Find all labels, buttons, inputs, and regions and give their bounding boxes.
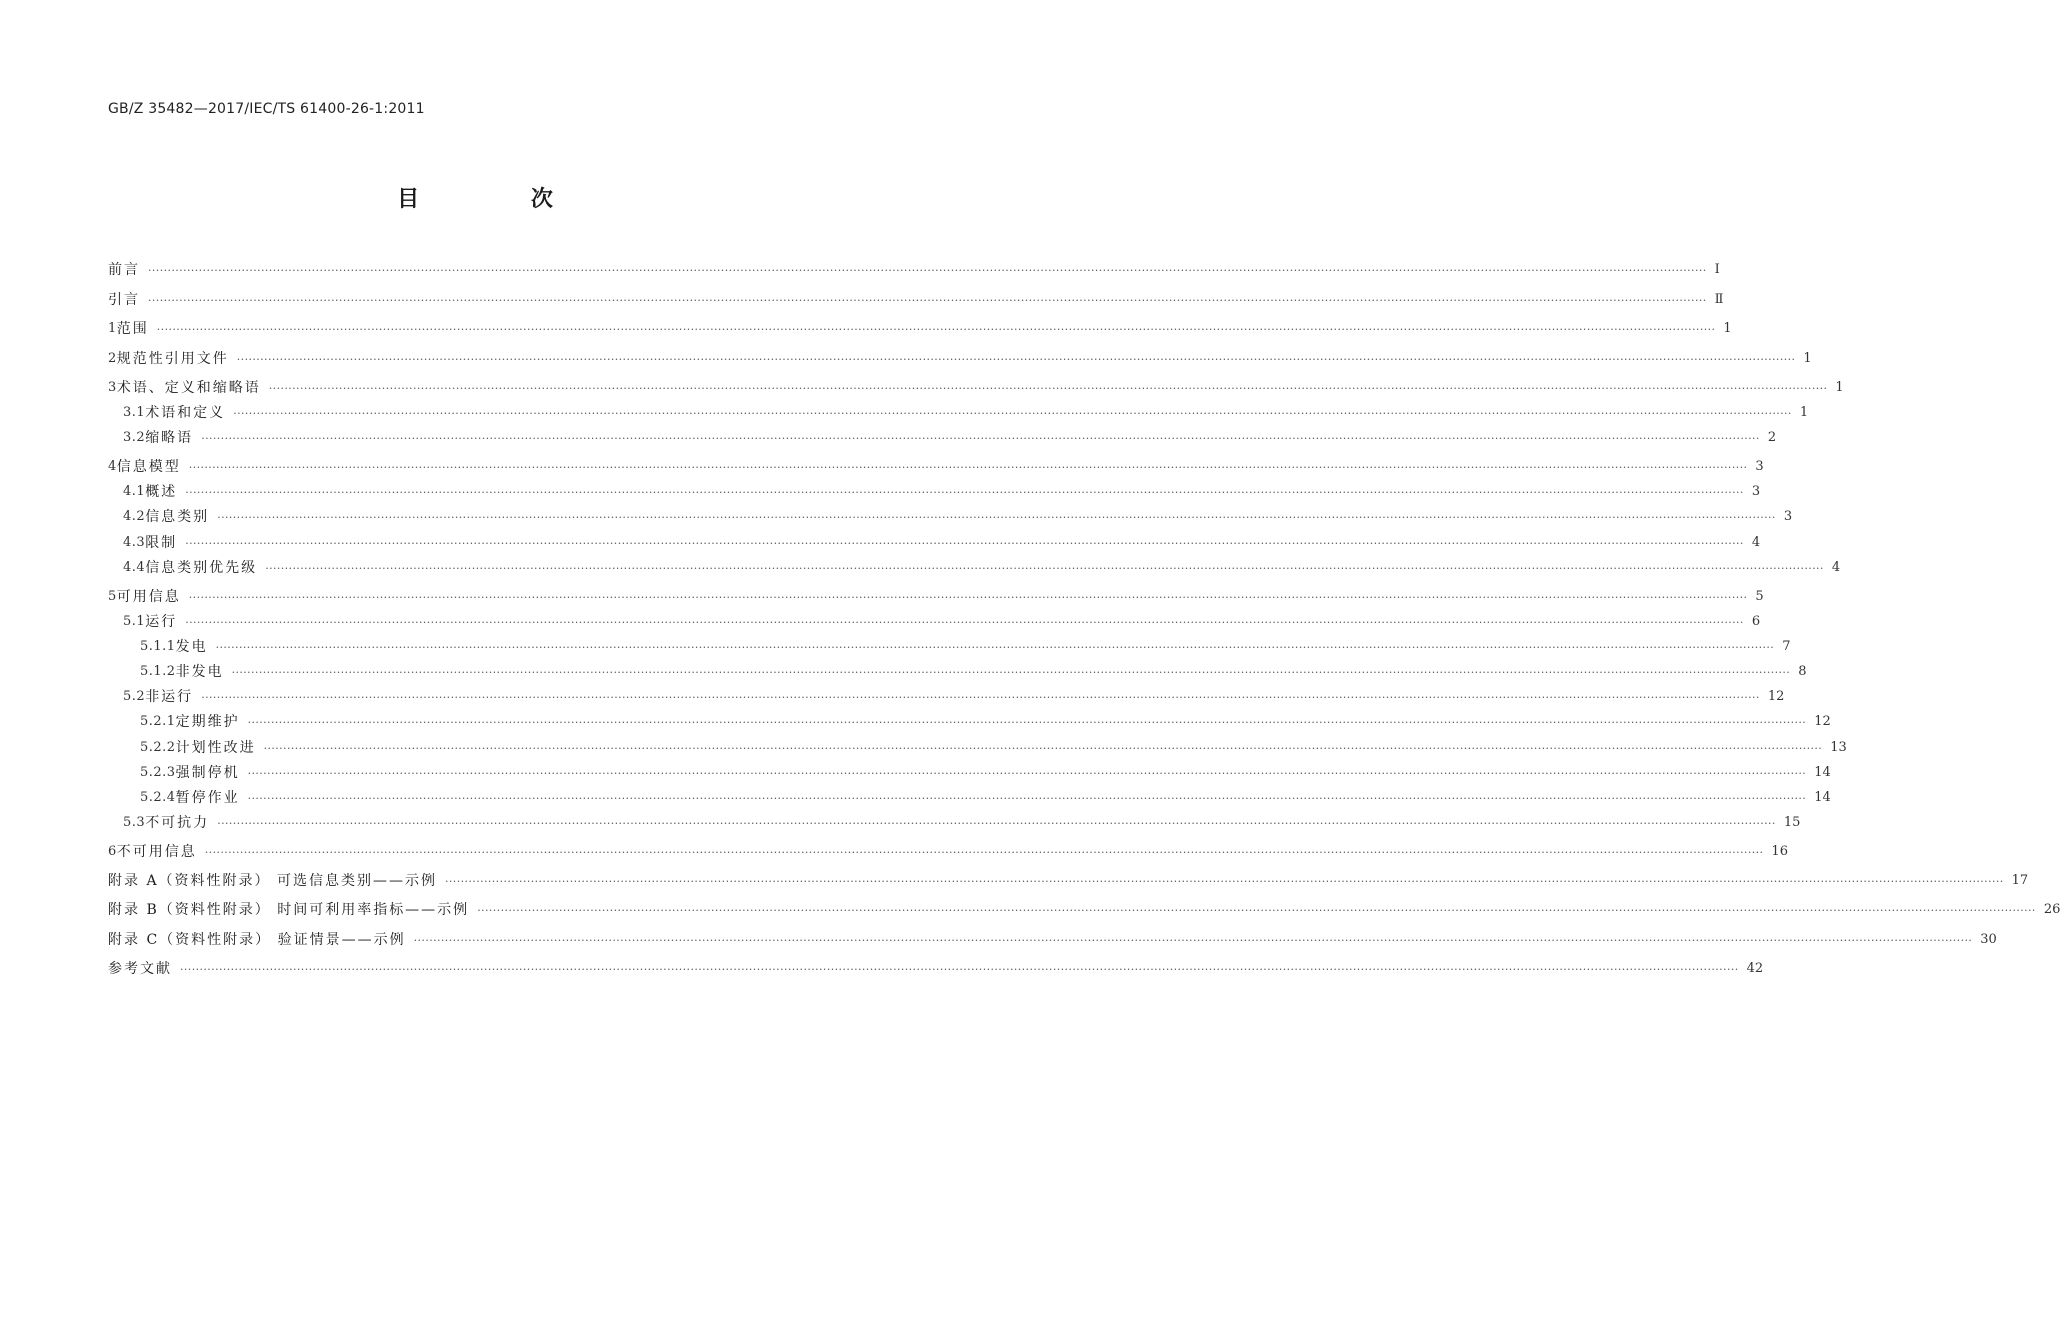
toc-entry[interactable] bbox=[123, 402, 1809, 424]
toc-entry-title: 运行 bbox=[145, 614, 178, 630]
toc-dot-leader: ················································································································································································································································································································································································································ bbox=[185, 616, 1744, 629]
toc-entry-page-number: 1 bbox=[1835, 380, 1844, 395]
toc-entry-title: 信息类别优先级 bbox=[145, 560, 258, 576]
toc-entry-number: 5.2 bbox=[123, 689, 146, 704]
toc-entry-page-number: 42 bbox=[1746, 961, 1764, 976]
toc-entry-number: 5.3 bbox=[123, 815, 146, 830]
toc-entry-title: 附录 C（资料性附录） 验证情景——示例 bbox=[108, 932, 406, 948]
toc-entry-title: 缩略语 bbox=[145, 430, 194, 446]
toc-entry[interactable] bbox=[123, 481, 1761, 503]
standard-code-header: GB/Z 35482—2017/IEC/TS 61400-26-1:2011 bbox=[108, 101, 425, 117]
toc-entry[interactable] bbox=[123, 506, 1793, 528]
toc-entry[interactable] bbox=[108, 899, 2060, 921]
toc-entry-number: 4.4 bbox=[123, 560, 146, 575]
toc-entry[interactable] bbox=[140, 711, 1831, 733]
toc-entry-title: 非运行 bbox=[145, 689, 194, 705]
toc-entry-number: 5.2.2 bbox=[140, 740, 176, 755]
toc-entry-title: 限制 bbox=[145, 535, 178, 551]
toc-entry-title: 计划性改进 bbox=[175, 740, 256, 756]
toc-entry-page-number: 8 bbox=[1798, 664, 1807, 679]
toc-entry-title: 引言 bbox=[108, 292, 140, 308]
toc-entry-title: 附录 A（资料性附录） 可选信息类别——示例 bbox=[108, 873, 438, 889]
toc-dot-leader: ················································································································································································································································································································································································································ bbox=[477, 904, 2036, 917]
toc-entry-title: 信息类别 bbox=[145, 509, 210, 525]
toc-dot-leader: ················································································································································································································································································································································································································ bbox=[217, 511, 1776, 524]
toc-entry-number: 6 bbox=[108, 844, 117, 859]
toc-entry-page-number: 1 bbox=[1799, 405, 1809, 420]
toc-dot-leader: ················································································································································································································································································································································································································ bbox=[247, 716, 1807, 729]
toc-dot-leader: ················································································································································································································································································································································································································ bbox=[247, 792, 1807, 805]
toc-entry-page-number: 12 bbox=[1767, 689, 1785, 704]
toc-entry-title: 不可抗力 bbox=[145, 815, 210, 831]
toc-entry[interactable] bbox=[140, 762, 1831, 784]
toc-entry-page-number: 14 bbox=[1814, 790, 1831, 805]
toc-entry-page-number: 7 bbox=[1782, 639, 1791, 654]
toc-entry-number: 2 bbox=[108, 351, 117, 366]
toc-entry-title: 不可用信息 bbox=[116, 844, 197, 860]
toc-dot-leader: ················································································································································································································································································································································································································ bbox=[148, 294, 1707, 307]
toc-entry-number: 5.1.2 bbox=[140, 664, 176, 679]
toc-entry-page-number: 17 bbox=[2011, 873, 2029, 888]
toc-dot-leader: ················································································································································································································································································································································································································ bbox=[180, 963, 1739, 976]
toc-entry-title: 前言 bbox=[108, 262, 140, 278]
toc-entry-number: 4 bbox=[108, 459, 117, 474]
toc-entry-page-number: 13 bbox=[1830, 740, 1847, 755]
toc-dot-leader: ················································································································································································································································································································································································································ bbox=[188, 461, 1748, 474]
toc-dot-leader: ················································································································································································································································································································································································································ bbox=[148, 264, 1707, 277]
toc-dot-leader: ················································································································································································································································································································································································································ bbox=[188, 591, 1748, 604]
toc-entry[interactable] bbox=[140, 737, 1847, 759]
toc-entry-title: 范围 bbox=[116, 321, 149, 337]
toc-dot-leader: ················································································································································································································································································································································································································ bbox=[201, 432, 1760, 445]
toc-entry[interactable] bbox=[140, 661, 1807, 683]
toc-entry-title: 定期维护 bbox=[175, 714, 240, 730]
toc-entry-page-number: 30 bbox=[1980, 932, 1997, 947]
toc-dot-leader: ················································································································································································································································································································································································································ bbox=[215, 641, 1775, 654]
toc-entry-number: 5.2.4 bbox=[140, 790, 176, 805]
toc-entry-title: 发电 bbox=[175, 639, 208, 655]
toc-entry-page-number: Ⅰ bbox=[1714, 262, 1720, 277]
toc-entry[interactable] bbox=[108, 586, 1764, 608]
toc-entry-title: 暂停作业 bbox=[175, 790, 240, 806]
toc-entry-page-number: Ⅱ bbox=[1714, 292, 1724, 307]
toc-entry-page-number: 14 bbox=[1814, 765, 1831, 780]
toc-entry-page-number: 4 bbox=[1831, 560, 1841, 575]
toc-entry-page-number: 26 bbox=[2043, 902, 2060, 917]
toc-entry[interactable] bbox=[108, 259, 1720, 281]
toc-entry[interactable] bbox=[123, 427, 1777, 449]
toc-entry-page-number: 5 bbox=[1755, 589, 1764, 604]
toc-dot-leader: ················································································································································································································································································································································································································ bbox=[185, 537, 1744, 550]
toc-dot-leader: ················································································································································································································································································································································································································ bbox=[185, 486, 1744, 499]
toc-entry[interactable] bbox=[108, 870, 2029, 892]
toc-dot-leader: ················································································································································································································································································································································································································ bbox=[268, 382, 1828, 395]
toc-entry[interactable] bbox=[108, 318, 1732, 340]
toc-entry-page-number: 1 bbox=[1803, 351, 1812, 366]
toc-entry-page-number: 3 bbox=[1751, 484, 1761, 499]
page-title: 目 次 bbox=[397, 187, 605, 212]
toc-dot-leader: ················································································································································································································································································································································································································ bbox=[233, 407, 1792, 420]
toc-entry-number: 4.1 bbox=[123, 484, 146, 499]
toc-dot-leader: ················································································································································································································································································································································································································ bbox=[204, 846, 1764, 859]
toc-entry[interactable] bbox=[108, 929, 1997, 951]
toc-entry-title: 可用信息 bbox=[116, 589, 181, 605]
toc-entry-title: 术语、定义和缩略语 bbox=[116, 380, 261, 396]
toc-entry-title: 概述 bbox=[145, 484, 178, 500]
toc-dot-leader: ················································································································································································································································································································································································································ bbox=[265, 562, 1824, 575]
toc-entry-page-number: 15 bbox=[1783, 815, 1801, 830]
toc-entry-title: 信息模型 bbox=[116, 459, 181, 475]
toc-entry-page-number: 4 bbox=[1751, 535, 1761, 550]
toc-dot-leader: ················································································································································································································································································································································································································ bbox=[231, 666, 1791, 679]
toc-entry-number: 5.1.1 bbox=[140, 639, 176, 654]
toc-entry-number: 5 bbox=[108, 589, 117, 604]
toc-entry[interactable] bbox=[123, 812, 1801, 834]
toc-entry[interactable] bbox=[140, 636, 1791, 658]
toc-entry-page-number: 3 bbox=[1755, 459, 1764, 474]
toc-dot-leader: ················································································································································································································································································································································································································ bbox=[236, 353, 1796, 366]
toc-entry[interactable] bbox=[108, 377, 1844, 399]
toc-entry[interactable] bbox=[123, 611, 1761, 633]
toc-dot-leader: ················································································································································································································································································································································································································ bbox=[413, 934, 1973, 947]
toc-entry-title: 术语和定义 bbox=[145, 405, 226, 421]
toc-dot-leader: ················································································································································································································································································································································································································ bbox=[247, 767, 1807, 780]
toc-entry-number: 4.3 bbox=[123, 535, 146, 550]
toc-entry-page-number: 3 bbox=[1783, 509, 1793, 524]
toc-entry-number: 1 bbox=[108, 321, 117, 336]
toc-entry[interactable] bbox=[108, 289, 1724, 311]
toc-entry[interactable] bbox=[108, 456, 1764, 478]
toc-entry-number: 4.2 bbox=[123, 509, 146, 524]
toc-entry[interactable] bbox=[108, 348, 1812, 370]
toc-entry-number: 5.2.3 bbox=[140, 765, 176, 780]
toc-entry-number: 3.1 bbox=[123, 405, 146, 420]
toc-entry-title: 强制停机 bbox=[175, 765, 240, 781]
toc-entry[interactable] bbox=[140, 787, 1831, 809]
toc-entry-title: 规范性引用文件 bbox=[116, 351, 229, 367]
toc-dot-leader: ················································································································································································································································································································································································································ bbox=[217, 817, 1776, 830]
toc-entry-number: 5.2.1 bbox=[140, 714, 176, 729]
toc-dot-leader: ················································································································································································································································································································································································································ bbox=[263, 742, 1823, 755]
toc-entry-page-number: 12 bbox=[1814, 714, 1831, 729]
toc-dot-leader: ················································································································································································································································································································································································································ bbox=[156, 323, 1716, 336]
toc-entry-page-number: 1 bbox=[1723, 321, 1732, 336]
toc-entry-page-number: 6 bbox=[1751, 614, 1761, 629]
toc-entry[interactable] bbox=[108, 958, 1764, 980]
toc-entry-title: 参考文献 bbox=[108, 961, 172, 977]
toc-entry-page-number: 2 bbox=[1767, 430, 1777, 445]
toc-entry-title: 附录 B（资料性附录） 时间可利用率指标——示例 bbox=[108, 902, 470, 918]
toc-entry-number: 5.1 bbox=[123, 614, 146, 629]
toc-entry-title: 非发电 bbox=[175, 664, 224, 680]
toc-entry[interactable] bbox=[123, 686, 1785, 708]
toc-entry-number: 3 bbox=[108, 380, 117, 395]
toc-entry[interactable] bbox=[123, 557, 1841, 579]
toc-entry-page-number: 16 bbox=[1771, 844, 1788, 859]
toc-dot-leader: ················································································································································································································································································································································································································ bbox=[201, 691, 1760, 704]
toc-dot-leader: ················································································································································································································································································································································································································ bbox=[445, 875, 2004, 888]
toc-entry[interactable] bbox=[123, 532, 1761, 554]
toc-entry[interactable] bbox=[108, 841, 1788, 863]
toc-entry-number: 3.2 bbox=[123, 430, 146, 445]
